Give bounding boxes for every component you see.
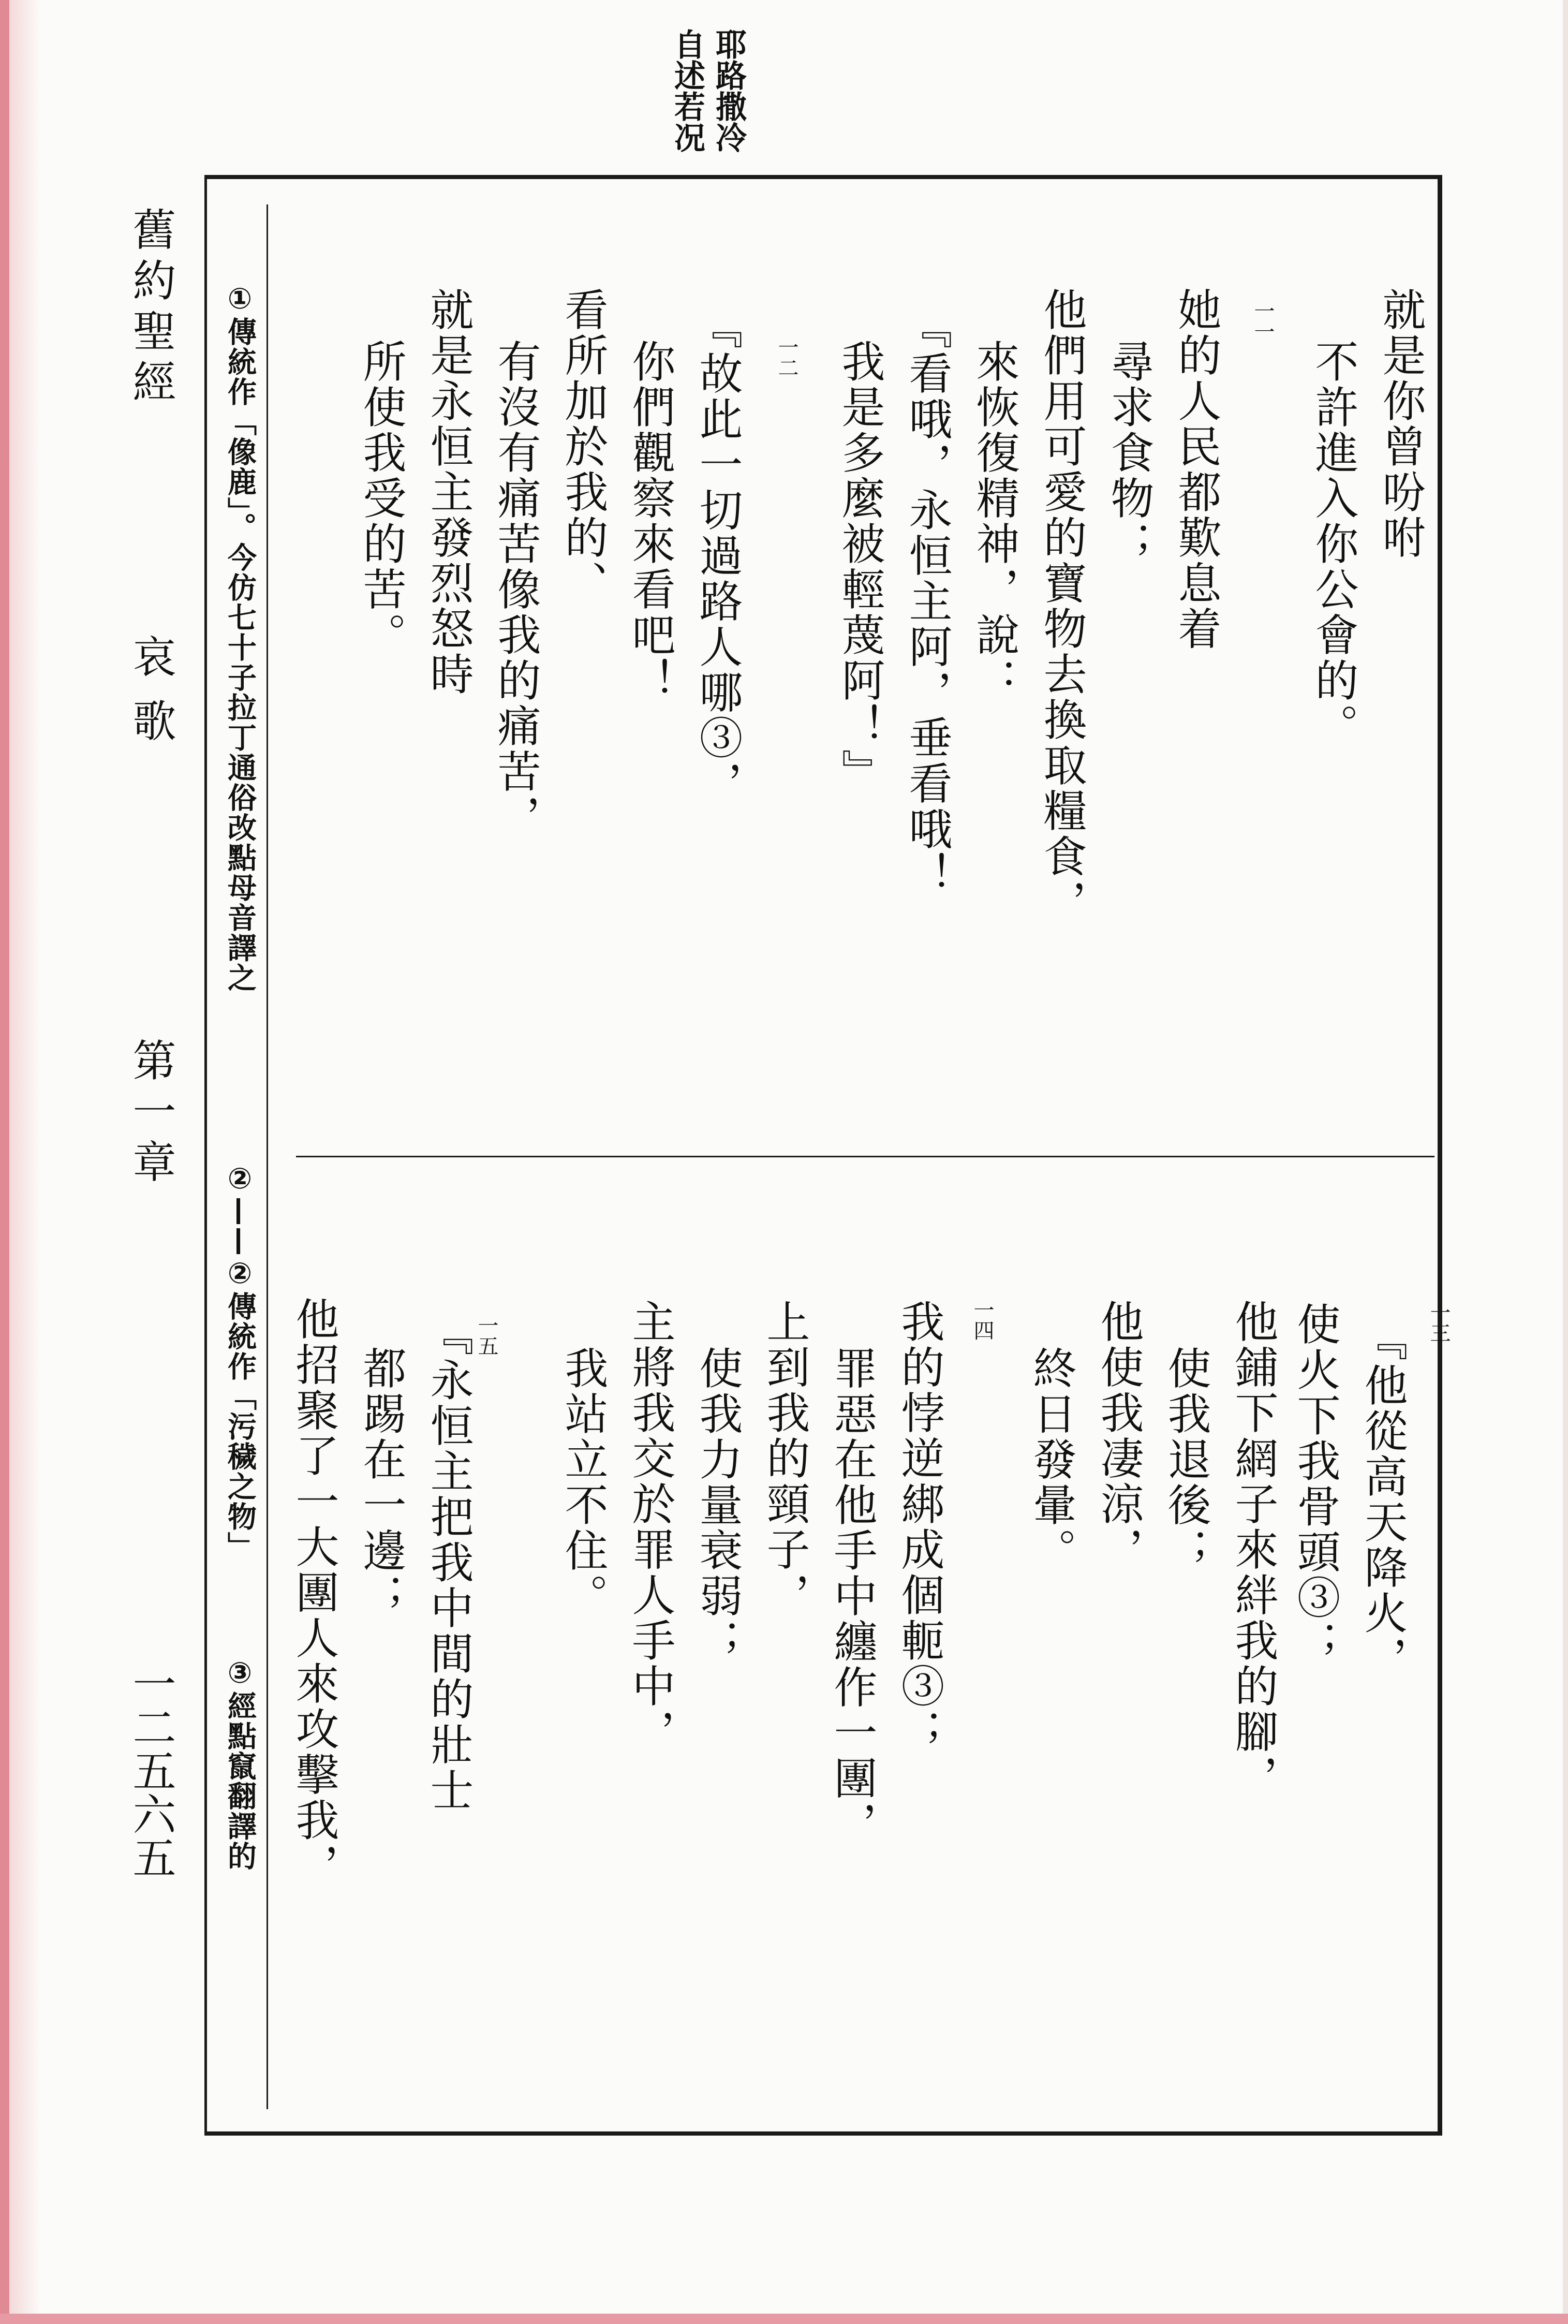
running-head-left: 自述若况 bbox=[669, 28, 705, 153]
footnote-1: ①傳統作「像鹿」。今仿七十子拉丁通俗改點母音譯之 bbox=[223, 282, 257, 993]
book-title: 舊約聖經 bbox=[126, 207, 176, 410]
section-divider bbox=[296, 1156, 1434, 1157]
verse-line: 罪惡在他手中纏作一團， bbox=[827, 1346, 878, 1847]
verse-number: 一一 bbox=[1251, 300, 1275, 342]
verse-line: 使火下我骨頭③； bbox=[1290, 1302, 1341, 1666]
verse-line: 『他從高天降火， bbox=[1357, 1317, 1408, 1682]
chapter-label: 第一章 bbox=[126, 1038, 176, 1190]
verse-line: 有沒有痛苦像我的痛苦， bbox=[491, 339, 541, 840]
verse-line: 『永恒主把我中間的壯士 bbox=[423, 1312, 474, 1813]
verse-line: 都踢在一邊； bbox=[356, 1346, 407, 1619]
verse-line: 所使我受的苦。 bbox=[356, 339, 407, 658]
footnote-divider bbox=[267, 204, 268, 2109]
verse-line: 就是你曾吩咐 bbox=[1375, 287, 1426, 561]
verse-line: 他們用可愛的寶物去換取糧食， bbox=[1037, 287, 1087, 925]
footnote-2: ②——②傳統作「污穢之物」 bbox=[223, 1162, 257, 1562]
verse-line: 就是永恒主發烈怒時 bbox=[423, 287, 474, 697]
verse-line: 上到我的頸子， bbox=[760, 1299, 810, 1618]
frame-top-rule bbox=[204, 175, 1441, 179]
verse-line: 他使我凄涼， bbox=[1093, 1299, 1144, 1572]
verse-line: 『看哦，永恒主阿，垂看哦！ bbox=[902, 305, 953, 898]
frame-left-rule bbox=[204, 175, 207, 2136]
page-edge-right bbox=[1563, 0, 1568, 2324]
running-head-right: 耶路撒冷 bbox=[711, 28, 747, 153]
verse-number: 一五 bbox=[475, 1315, 498, 1356]
verse-line: 我的悖逆綁成個軛③； bbox=[894, 1299, 945, 1755]
page-edge-bottom bbox=[0, 2314, 1568, 2324]
verse-line: 他鋪下網子來絆我的腳， bbox=[1228, 1299, 1279, 1800]
verse-line: 使我退後； bbox=[1161, 1346, 1211, 1573]
verse-line: 不許進入你公會的。 bbox=[1308, 339, 1359, 749]
chapter-book: 哀歌 bbox=[126, 634, 176, 762]
verse-line: 主將我交於罪人手中， bbox=[625, 1299, 676, 1755]
verse-line: 我站立不住。 bbox=[558, 1346, 609, 1619]
verse-line: 尋求食物； bbox=[1104, 339, 1155, 567]
footnote-3: ③經點竄翻譯的 bbox=[223, 1656, 257, 1871]
verse-line: 『故此一切過路人哪③， bbox=[692, 305, 743, 806]
verse-number: 一二 bbox=[775, 336, 798, 378]
verse-number: 一三 bbox=[1427, 1302, 1451, 1343]
verse-line: 你們觀察來看吧！ bbox=[625, 339, 676, 703]
verse-line: 看所加於我的、 bbox=[558, 287, 609, 606]
page-number: 一二五六五 bbox=[126, 1661, 176, 1879]
verse-line: 我是多麼被輕蔑阿！』 bbox=[835, 339, 885, 795]
verse-line: 終日發暈。 bbox=[1026, 1346, 1077, 1573]
frame-bottom-rule bbox=[204, 2131, 1441, 2136]
paper-shade bbox=[9, 0, 40, 2314]
verse-line: 她的人民都歎息着 bbox=[1171, 287, 1222, 652]
verse-line: 他招聚了一大團人來攻擊我， bbox=[289, 1297, 339, 1889]
page-edge bbox=[0, 0, 9, 2324]
verse-line: 來恢復精神，說： bbox=[969, 339, 1020, 703]
verse-number: 一四 bbox=[970, 1299, 994, 1341]
frame-right-rule bbox=[1438, 175, 1442, 2136]
verse-line: 使我力量衰弱； bbox=[692, 1346, 743, 1665]
